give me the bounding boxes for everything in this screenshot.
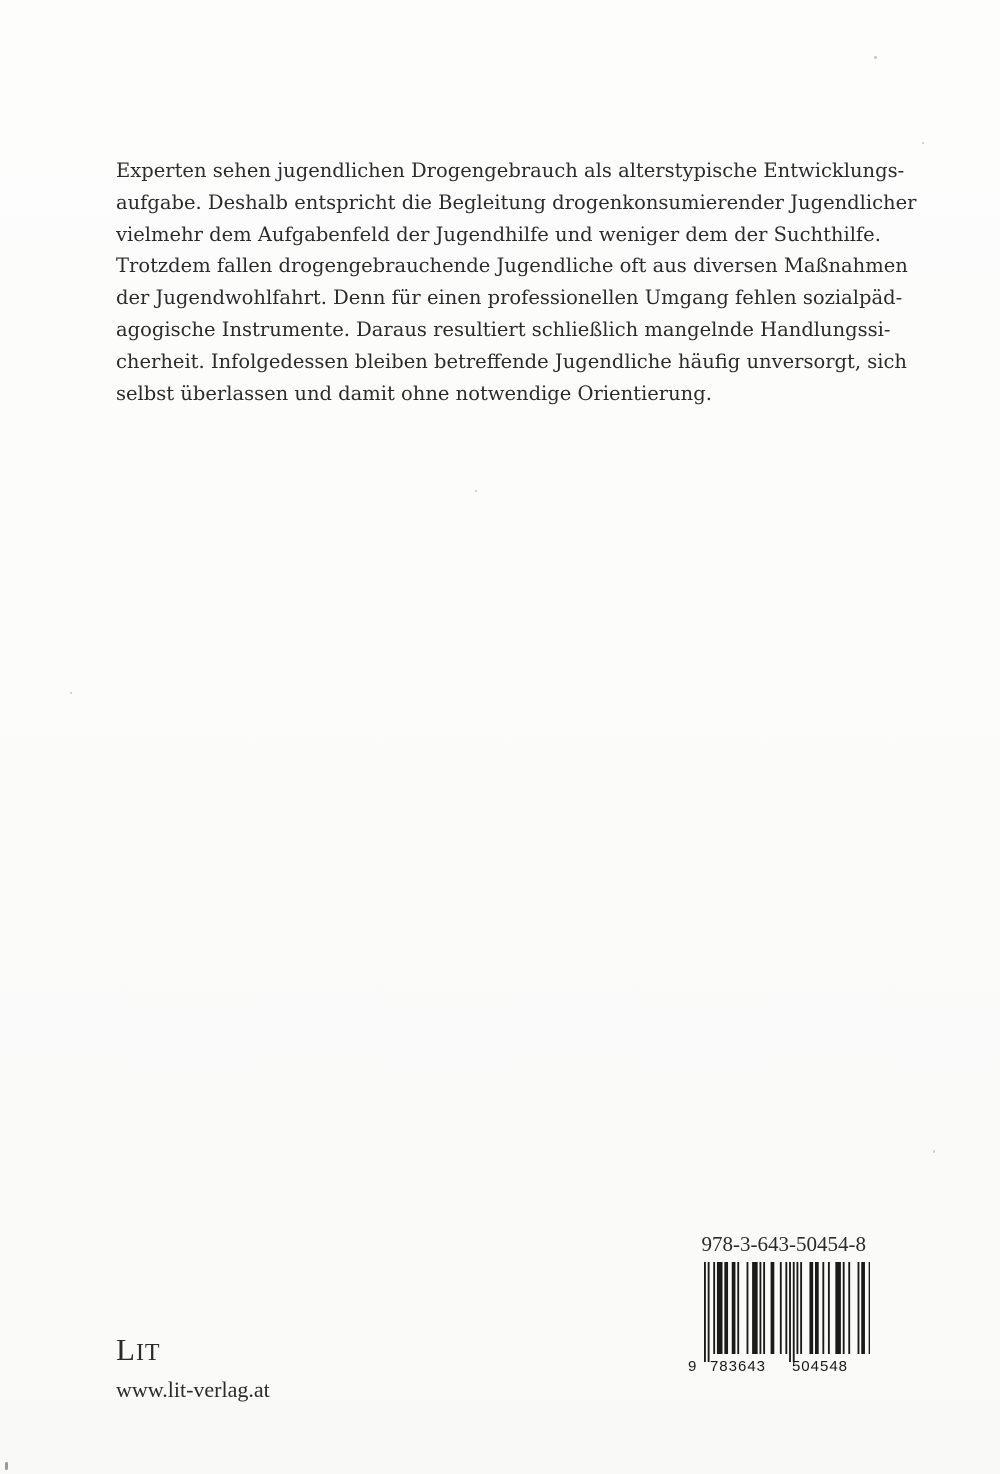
barcode-bar: [785, 1262, 787, 1354]
paper-speck: [475, 490, 477, 492]
barcode-bar: [760, 1262, 762, 1354]
isbn-number: 978-3-643-50454-8: [701, 1232, 866, 1256]
publisher-logo: [116, 1332, 161, 1368]
barcode-bar: [809, 1262, 813, 1354]
paper-speck: [922, 142, 924, 144]
blurb-line: vielmehr dem Aufgabenfeld der Jugendhilfe und weniger dem der Suchthilfe.: [116, 222, 881, 246]
publisher-logo-rest: IT: [135, 1340, 161, 1366]
barcode-bar: [848, 1262, 850, 1354]
paper-speck: [933, 1150, 935, 1153]
blurb-line: Experten sehen jugendlichen Drogengebrauch als alterstypische Entwicklungs-: [116, 159, 905, 182]
barcode-bar: [858, 1262, 860, 1354]
barcode-bar: [713, 1262, 715, 1354]
isbn-barcode: [686, 1262, 870, 1374]
barcode-bar: [843, 1262, 845, 1354]
barcode-bar: [828, 1262, 830, 1354]
barcode-bar: [835, 1262, 841, 1354]
barcode-bar: [708, 1262, 710, 1362]
barcode-bar: [822, 1262, 824, 1354]
barcode-bar: [747, 1262, 749, 1354]
barcode-bar: [800, 1262, 802, 1354]
barcode-bar: [789, 1262, 791, 1362]
barcode-bar: [737, 1262, 739, 1354]
barcode-bar: [717, 1262, 723, 1354]
blurb-line: der Jugendwohlfahrt. Denn für einen professionellen Umgang fehlen sozialpäd-: [116, 286, 903, 310]
blurb-line: aufgabe. Deshalb entspricht die Begleitung drogenkonsumierender Jugendlicher: [116, 190, 917, 214]
barcode-bar: [815, 1262, 819, 1354]
barcode-bar: [793, 1262, 795, 1362]
publisher-website: www.lit-verlag.at: [116, 1377, 270, 1402]
blurb-line: Trotzdem fallen drogengebrauchende Jugendliche oft aus diversen Maßnahmen: [116, 254, 908, 278]
paper-speck: [70, 692, 72, 694]
barcode-right-digits: 504548: [791, 1358, 849, 1374]
barcode-bar: [752, 1262, 758, 1354]
barcode-first-digit: 9: [688, 1358, 697, 1374]
barcode-graphic: [686, 1262, 870, 1374]
barcode-bar: [732, 1262, 736, 1354]
paper-speck: [874, 56, 877, 59]
paper-speck: [5, 1462, 8, 1470]
blurb-line: selbst überlassen und damit ohne notwendige Orientierung.: [116, 381, 712, 405]
blurb-text: [116, 155, 917, 409]
barcode-bar: [724, 1262, 728, 1354]
publisher-logo-initial: L: [116, 1332, 136, 1367]
barcode-bar: [797, 1262, 799, 1354]
blurb-line: agogische Instrumente. Daraus resultiert schließlich mangelnde Handlungssi-: [116, 317, 891, 341]
barcode-bar: [861, 1262, 865, 1354]
barcode-bar: [763, 1262, 765, 1354]
barcode-bar: [780, 1262, 782, 1354]
barcode-left-digits: 783643: [709, 1358, 767, 1374]
barcode-bar: [869, 1262, 870, 1354]
barcode-bar: [704, 1262, 706, 1362]
blurb-line: cherheit. Infolgedessen bleiben betreffende Jugendliche häufig unversorgt, sich: [116, 349, 907, 373]
barcode-bar: [771, 1262, 775, 1354]
